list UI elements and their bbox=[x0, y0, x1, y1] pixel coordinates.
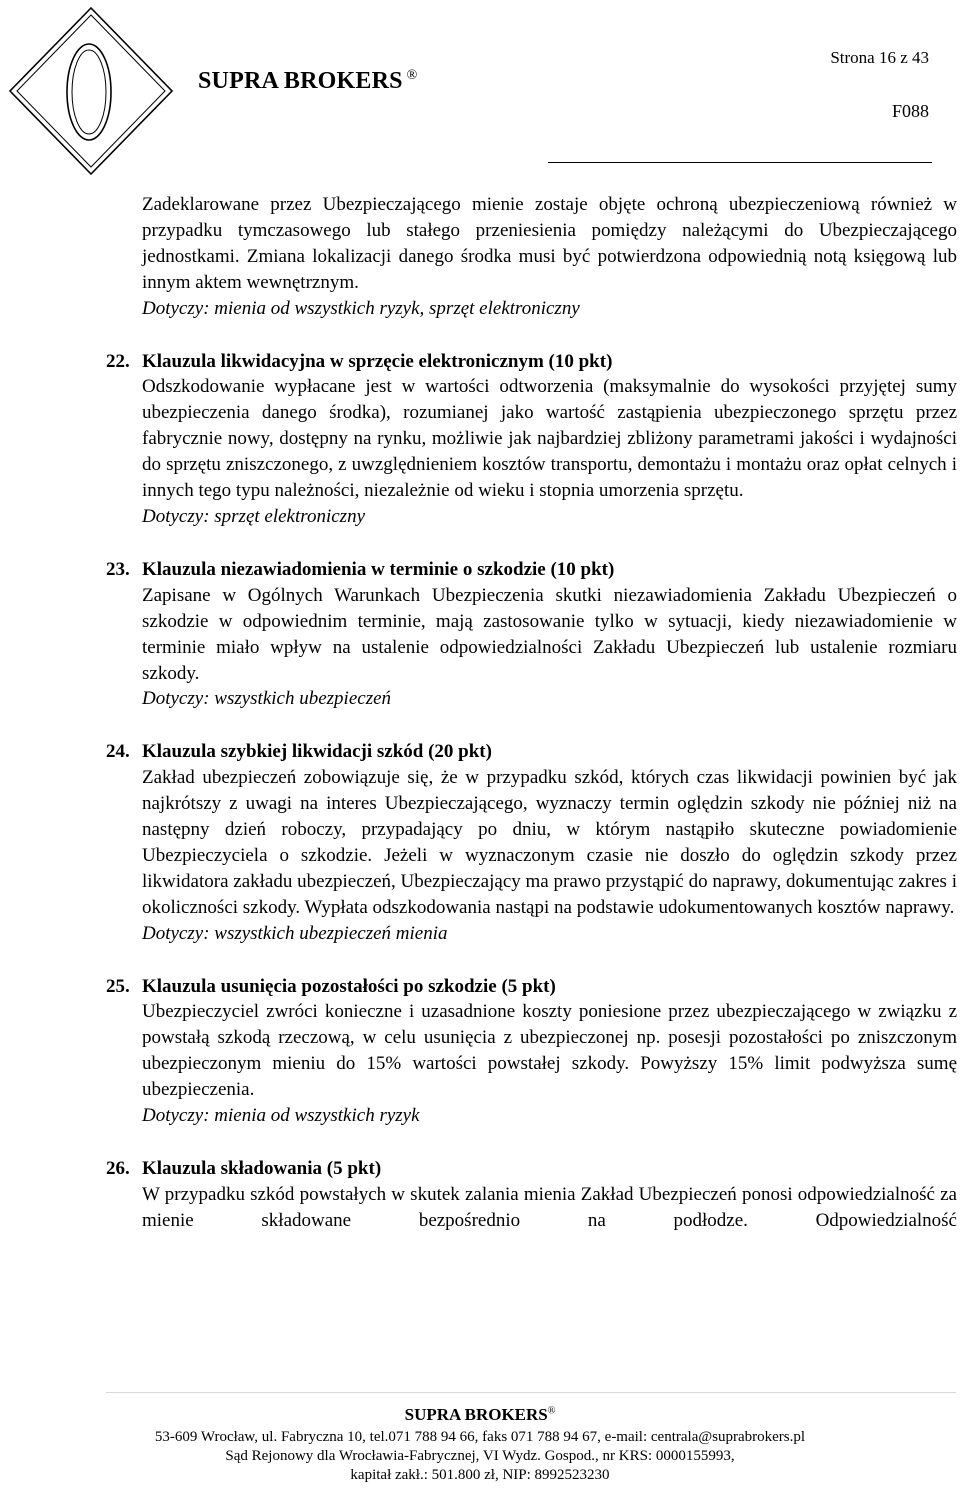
clause-number: 22. bbox=[106, 350, 130, 372]
clause-title: Klauzula niezawiadomienia w terminie o szkodzie (10 pkt) bbox=[142, 558, 615, 580]
footer-brand-name: SUPRA BROKERS bbox=[404, 1405, 548, 1424]
clause-text: Zakład ubezpieczeń zobowiązuje się, że w przypadku szkód, których czas likwidacji powinien być jak najkrótszy z uwagi na interes Ubezpieczającego, wyznaczy termin oględzin szkody nie później niż na następny dzień roboczy, przypadający po dniu, w którym nastąpiło skuteczne powiadomienie Ubezpieczyciela o szkodzie. Jeżeli w wyznaczonym czasie nie doszło do oględzin szkody przez likwidatora zakładu ubezpieczeń, Ubezpieczający ma prawo przystąpić do naprawy, dokumentując zakres i okoliczności szkody. Wypłata odszkodowania nastąpi na podstawie udokumentowanych kosztów naprawy. bbox=[142, 767, 957, 918]
footer-registered-mark: ® bbox=[547, 1405, 556, 1417]
supra-brokers-logo bbox=[0, 0, 182, 182]
clause-applies-note: Dotyczy: wszystkich ubezpieczeń mienia bbox=[142, 922, 448, 944]
header-brand bbox=[198, 68, 418, 95]
clause-23 bbox=[106, 557, 957, 712]
clause-title: Klauzula składowania (5 pkt) bbox=[142, 1158, 382, 1179]
clause-applies-note: Dotyczy: wszystkich ubezpieczeń bbox=[142, 688, 392, 710]
clause-applies-note: Dotyczy: sprzęt elektroniczny bbox=[142, 505, 365, 527]
clause-number: 26. bbox=[106, 1158, 130, 1179]
clause-title: Klauzula usunięcia pozostałości po szkodzie (5 pkt) bbox=[142, 975, 556, 997]
header-brand-name: SUPRA BROKERS bbox=[198, 68, 403, 94]
header-rule bbox=[548, 162, 932, 163]
clause-26 bbox=[106, 1156, 957, 1234]
intro-applies-note: Dotyczy: mienia od wszystkich ryzyk, sprzęt elektroniczny bbox=[142, 297, 580, 319]
clause-text: Zapisane w Ogólnych Warunkach Ubezpieczenia skutki niezawiadomienia Zakładu Ubezpieczeń o szkodzie w odpowiednim terminie, mają zastosowanie tylko w sytuacji, kiedy niezawiadomienie w terminie miało wpływ na ustalenie odpowiedzialności Zakładu Ubezpieczeń lub ustalenie rozmiaru szkody. bbox=[142, 584, 957, 684]
clause-applies-note: Dotyczy: mienia od wszystkich ryzyk bbox=[142, 1105, 420, 1127]
clause-24 bbox=[106, 739, 957, 946]
clause-number: 25. bbox=[106, 975, 130, 997]
clause-number: 24. bbox=[106, 741, 130, 763]
document-code: F088 bbox=[891, 101, 929, 121]
intro-paragraph: Zadeklarowane przez Ubezpieczającego mienie zostaje objęte ochroną ubezpieczeniową również w przypadku tymczasowego lub stałego przeniesienia pomiędzy należącymi do Ubezpieczającego jednostkami. Zmiana lokalizacji danego środka musi być potwierdzona odpowiednią notą księgową lub innym aktem wewnętrznym. bbox=[142, 194, 957, 293]
clause-text: Odszkodowanie wypłacane jest w wartości odtworzenia (maksymalnie do wysokości przyjętej sumy ubezpieczenia danego środka), rozumianej jako wartość zastąpienia ubezpieczonego sprzętu przez fabrycznie nowy, dostępny na rynku, możliwie jak najbardziej zbliżony parametrami jakości i wydajności do sprzętu zniszczonego, z uwzględnieniem kosztów transportu, demontażu i montażu oraz opłat celnych i innych tego typu należności, niezależnie od wieku i stopnia umorzenia sprzętu. bbox=[142, 376, 957, 502]
clause-text: Ubezpieczyciel zwróci konieczne i uzasadnione koszty poniesione przez ubezpieczającego w związku z powstałą szkodą rzeczową, w celu usunięcia z ubezpieczonej np. posesji pozostałości po zniszczonym ubezpieczonym mieniu do 15% wartości powstałej szkody. Powyższy 15% limit podwyższa sumę ubezpieczenia. bbox=[142, 1001, 957, 1101]
clause-text: W przypadku szkód powstałych w skutek zalania mienia Zakład Ubezpieczeń ponosi odpowiedzialność za mienie składowane bezpośrednio na podłodze. Odpowiedzialność bbox=[142, 1183, 957, 1231]
footer-address: 53-609 Wrocław, ul. Fabryczna 10, tel.071 788 94 66, faks 071 788 94 67, e-mail: centrala@suprabrokers.pl bbox=[154, 1429, 806, 1445]
clause-title: Klauzula szybkiej likwidacji szkód (20 pkt) bbox=[142, 741, 492, 763]
clause-22 bbox=[106, 349, 957, 530]
registered-mark: ® bbox=[406, 68, 418, 83]
clause-25 bbox=[106, 974, 957, 1129]
footer-court-registration: Sąd Rejonowy dla Wrocławia-Fabrycznej, VI Wydz. Gospod., nr KRS: 0000155993, bbox=[225, 1448, 735, 1464]
footer-rule bbox=[106, 1392, 956, 1393]
page-number: Strona 16 z 43 bbox=[830, 48, 929, 67]
clause-title: Klauzula likwidacyjna w sprzęcie elektronicznym (10 pkt) bbox=[142, 350, 613, 372]
clause-number: 23. bbox=[106, 558, 130, 580]
footer-brand bbox=[0, 1405, 960, 1425]
footer-capital: kapitał zakł.: 501.800 zł, NIP: 8992523230 bbox=[350, 1467, 610, 1483]
document-body bbox=[106, 192, 957, 1234]
